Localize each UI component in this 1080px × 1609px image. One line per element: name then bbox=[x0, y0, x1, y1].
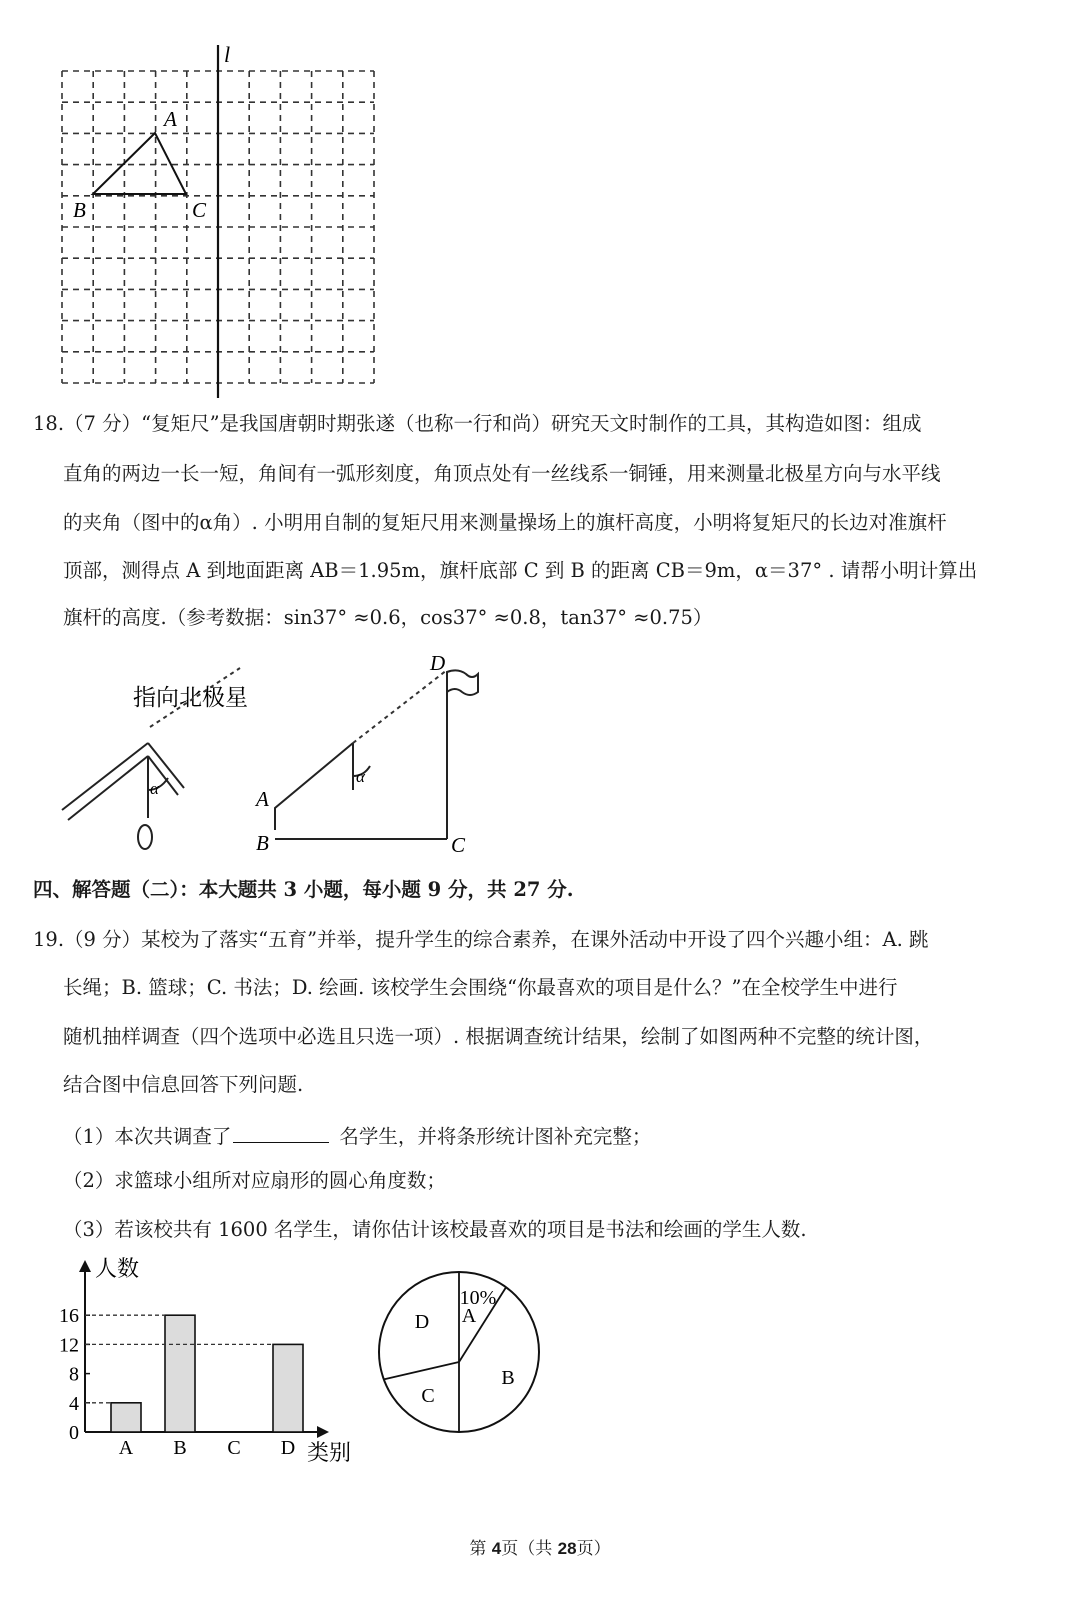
point-c2-label: C bbox=[451, 833, 466, 857]
y-axis-title: 人数 bbox=[95, 1256, 140, 1281]
x-tick-label: D bbox=[280, 1437, 296, 1459]
q19-sub1 bbox=[63, 1122, 651, 1149]
point-b2-label: B bbox=[256, 831, 269, 855]
x-axis-title: 类别 bbox=[307, 1440, 352, 1465]
weight-bob bbox=[138, 825, 152, 849]
point-c-label: C bbox=[192, 198, 207, 222]
page-footer bbox=[0, 1538, 1080, 1560]
q19-line-3: 随机抽样调查（四个选项中必选且只选一项）. 根据调查统计结果，绘制了如图两种不完整的统计图， bbox=[63, 1025, 934, 1048]
axis-line-label: l bbox=[224, 42, 231, 67]
y-tick-label: 8 bbox=[69, 1363, 79, 1386]
bar bbox=[111, 1403, 141, 1432]
q18-line-1: 18.（7 分）“复矩尺”是我国唐朝时期张遂（也称一行和尚）研究天文时制作的工具，其构造如图：组成 bbox=[33, 412, 922, 435]
point-a-label: A bbox=[164, 107, 177, 131]
footer-post: 页） bbox=[576, 1539, 611, 1559]
x-axis-arrow bbox=[317, 1426, 329, 1438]
q19-sub1-before: （1）本次共调查了 bbox=[63, 1125, 232, 1148]
q18-line-5: 旗杆的高度.（参考数据：sin37° ≈0.6，cos37° ≈0.8，tan37° ≈0.75） bbox=[63, 606, 713, 629]
flagpole-scene bbox=[275, 670, 478, 839]
instrument-arms bbox=[62, 743, 184, 820]
q18-line-2: 直角的两边一长一短，角间有一弧形刻度，角顶点处有一丝线系一铜锤，用来测量北极星方向与水平线 bbox=[63, 462, 941, 485]
y-tick-label: 12 bbox=[59, 1334, 79, 1357]
footer-page: 4 bbox=[491, 1539, 502, 1558]
pie-slice-label: B bbox=[501, 1367, 515, 1389]
triangle-abc bbox=[93, 133, 186, 194]
sight-line bbox=[353, 670, 447, 743]
point-a2-label: A bbox=[256, 787, 269, 811]
q19-sub1-after: 名学生，并将条形统计图补充完整； bbox=[339, 1125, 652, 1148]
pie-chart bbox=[370, 1262, 570, 1462]
q19-line-2: 长绳；B. 篮球；C. 书法；D. 绘画. 该校学生会围绕“你最喜欢的项目是什么？”在全校学生中进行 bbox=[63, 976, 898, 999]
q19-line-1: 19.（9 分）某校为了落实“五育”并举，提升学生的综合素养，在课外活动中开设了四个兴趣小组：A. 跳 bbox=[33, 928, 929, 951]
bar bbox=[273, 1344, 303, 1432]
section-heading: 四、解答题（二）：本大题共 3 小题，每小题 9 分，共 27 分. bbox=[33, 878, 574, 901]
pie-percent-label: 10% bbox=[459, 1287, 497, 1309]
alpha-label-left: α bbox=[150, 779, 159, 798]
x-tick-label: C bbox=[227, 1437, 241, 1459]
y-tick-label: 16 bbox=[59, 1305, 79, 1328]
pie-slice-label: A bbox=[461, 1305, 477, 1327]
pie-slice-label: D bbox=[414, 1311, 430, 1333]
x-tick-label: B bbox=[173, 1437, 187, 1459]
q18-line-3: 的夹角（图中的α角）. 小明用自制的复矩尺用来测量操场上的旗杆高度，小明将复矩尺的长边对准旗杆 bbox=[63, 511, 947, 534]
point-d-label: D bbox=[430, 651, 446, 675]
q18-figure bbox=[0, 640, 1080, 870]
north-star-caption: 指向北极星 bbox=[133, 685, 248, 710]
answer-blank[interactable] bbox=[233, 1122, 329, 1143]
q19-line-4: 结合图中信息回答下列问题. bbox=[63, 1073, 304, 1096]
pie-slice-edge bbox=[384, 1362, 459, 1379]
y-tick-label: 0 bbox=[69, 1422, 79, 1444]
y-tick-label: 4 bbox=[69, 1392, 79, 1415]
bar-chart bbox=[55, 1250, 355, 1480]
q18-line-4: 顶部，测得点 A 到地面距离 AB＝1.95m，旗杆底部 C 到 B 的距离 CB＝9m，α＝37° . 请帮小明计算出 bbox=[63, 559, 978, 582]
footer-total: 28 bbox=[557, 1539, 577, 1558]
y-axis-arrow bbox=[79, 1260, 91, 1272]
x-tick-label: A bbox=[118, 1437, 134, 1459]
q19-sub3: （3）若该校共有 1600 名学生，请你估计该校最喜欢的项目是书法和绘画的学生人数. bbox=[63, 1218, 807, 1241]
grid-figure bbox=[0, 0, 1080, 400]
bar bbox=[165, 1315, 195, 1432]
footer-mid: 页（共 bbox=[501, 1539, 558, 1559]
q19-sub2: （2）求篮球小组所对应扇形的圆心角度数； bbox=[63, 1169, 446, 1192]
point-b-label: B bbox=[73, 198, 86, 222]
alpha-label-right: α bbox=[356, 767, 365, 786]
footer-pre: 第 bbox=[469, 1539, 492, 1559]
pie-slice-label: C bbox=[421, 1385, 435, 1407]
